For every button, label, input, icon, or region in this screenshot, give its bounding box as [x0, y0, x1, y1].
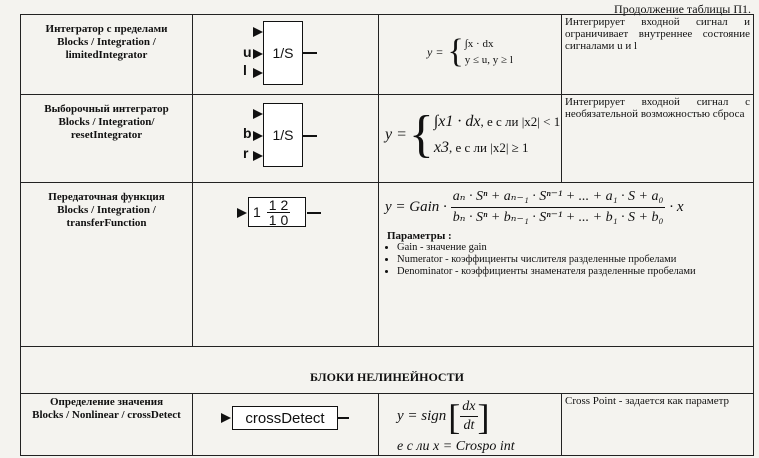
- block-class: resetIntegrator: [70, 129, 143, 141]
- input-label: u: [243, 44, 252, 60]
- integrator-block: 1/S: [263, 103, 303, 167]
- description-cell: [562, 15, 754, 95]
- brace-icon: {: [447, 33, 464, 70]
- block-description: Cross Point - задается как параметр: [565, 395, 730, 407]
- input-label: l: [243, 62, 247, 78]
- formula-case-2: x3, е с ли |x2| ≥ 1: [433, 139, 529, 156]
- formula-integral: ∫x · dx: [464, 38, 494, 50]
- section-title: БЛОКИ НЕЛИНЕЙНОСТИ: [21, 347, 754, 394]
- block-path: Blocks / Integration/: [58, 116, 155, 128]
- formula-condition: е с ли x = Crospo int: [397, 439, 515, 454]
- block-name-cell: [21, 394, 193, 456]
- brace-icon: {: [408, 106, 434, 163]
- block-title: Определение значения: [49, 396, 164, 408]
- formula-condition: y ≤ u, y ≥ l: [464, 54, 513, 66]
- block-diagram-cell: [193, 95, 379, 183]
- list-item: • Denominator - коэффициенты знаменателя разделенные пробелами: [397, 266, 757, 278]
- list-item: • Gain - значение gain: [397, 242, 757, 254]
- block-path: Blocks / Integration /: [57, 36, 156, 48]
- continuation-label: Продолжение таблицы П1.: [614, 2, 751, 16]
- formula-cell: [379, 394, 562, 456]
- integrator-block: 1/S: [263, 21, 303, 85]
- description-cell: [562, 394, 754, 456]
- block-name-cell: [21, 183, 193, 347]
- params-list: [383, 242, 757, 278]
- block-class: transferFunction: [66, 217, 147, 229]
- table-row: [21, 394, 754, 456]
- list-item: • Numerator - коэффициенты числителя разделенные пробелами: [397, 254, 757, 266]
- formula-tail: · x: [669, 199, 684, 215]
- input-arrow-icon: [237, 208, 247, 218]
- input-arrow-icon: [253, 49, 263, 59]
- formula-denominator: dt: [463, 418, 475, 433]
- blocks-table: [20, 14, 754, 456]
- formula-numerator: dx: [460, 398, 477, 417]
- output-line: [303, 135, 317, 137]
- input-label: b: [243, 125, 252, 141]
- input-arrow-icon: [221, 413, 231, 423]
- cross-detect-block: crossDetect: [232, 406, 338, 430]
- output-line: [337, 417, 349, 419]
- block-path: Blocks / Integration /: [57, 204, 156, 216]
- block-diagram-cell: [193, 394, 379, 456]
- output-line: [307, 212, 321, 214]
- table-row: [21, 95, 754, 183]
- formula-lhs: y = Gain ·: [385, 199, 447, 215]
- formula-denominator: bₙ · Sⁿ + bₙ₋₁ · Sⁿ⁻¹ + ... + b₁ · S + b₀: [452, 210, 664, 225]
- formula-lhs: y =: [385, 126, 407, 143]
- block-description: Интегрирует входной сигнал с необязательной возможностью сброса: [565, 96, 750, 120]
- table-row: [21, 347, 754, 394]
- input-arrow-icon: [253, 27, 263, 37]
- input-arrow-icon: [253, 109, 263, 119]
- block-description: Интегрирует входной сигнал и ограничивает внутреннее состояние сигналами u и l: [565, 16, 750, 52]
- formula-case-1: ∫x1 · dx, е с ли |x2| < 1: [433, 113, 561, 130]
- block-title: Интегратор с пределами: [45, 23, 168, 35]
- formula-cell: [379, 95, 562, 183]
- formula-numerator: aₙ · Sⁿ + aₙ₋₁ · Sⁿ⁻¹ + ... + a₁ · S + a₀: [451, 187, 666, 208]
- block-class: limitedIntegrator: [65, 49, 148, 61]
- table-row: [21, 183, 754, 347]
- transfer-function-block: 1 1 2 1 0: [248, 197, 306, 227]
- formula-cell: [379, 15, 562, 95]
- bracket-icon: ]: [477, 396, 490, 437]
- params-title: Параметры :: [387, 230, 452, 242]
- block-diagram-cell: [193, 183, 379, 347]
- formula-cell: [379, 183, 754, 347]
- block-name-cell: [21, 95, 193, 183]
- input-arrow-icon: [253, 131, 263, 141]
- block-name-cell: [21, 15, 193, 95]
- input-arrow-icon: [253, 68, 263, 78]
- bracket-icon: [: [448, 396, 461, 437]
- input-label: r: [243, 145, 249, 161]
- block-title: Передаточная функция: [48, 191, 165, 203]
- description-cell: [562, 95, 754, 183]
- output-line: [303, 52, 317, 54]
- formula-lhs: y = sign: [397, 408, 447, 424]
- formula-lhs: y =: [427, 44, 444, 59]
- block-diagram-cell: [193, 15, 379, 95]
- block-path: Blocks / Nonlinear / crossDetect: [32, 409, 181, 421]
- block-title: Выборочный интегратор: [44, 103, 169, 115]
- input-arrow-icon: [253, 151, 263, 161]
- table-row: [21, 15, 754, 95]
